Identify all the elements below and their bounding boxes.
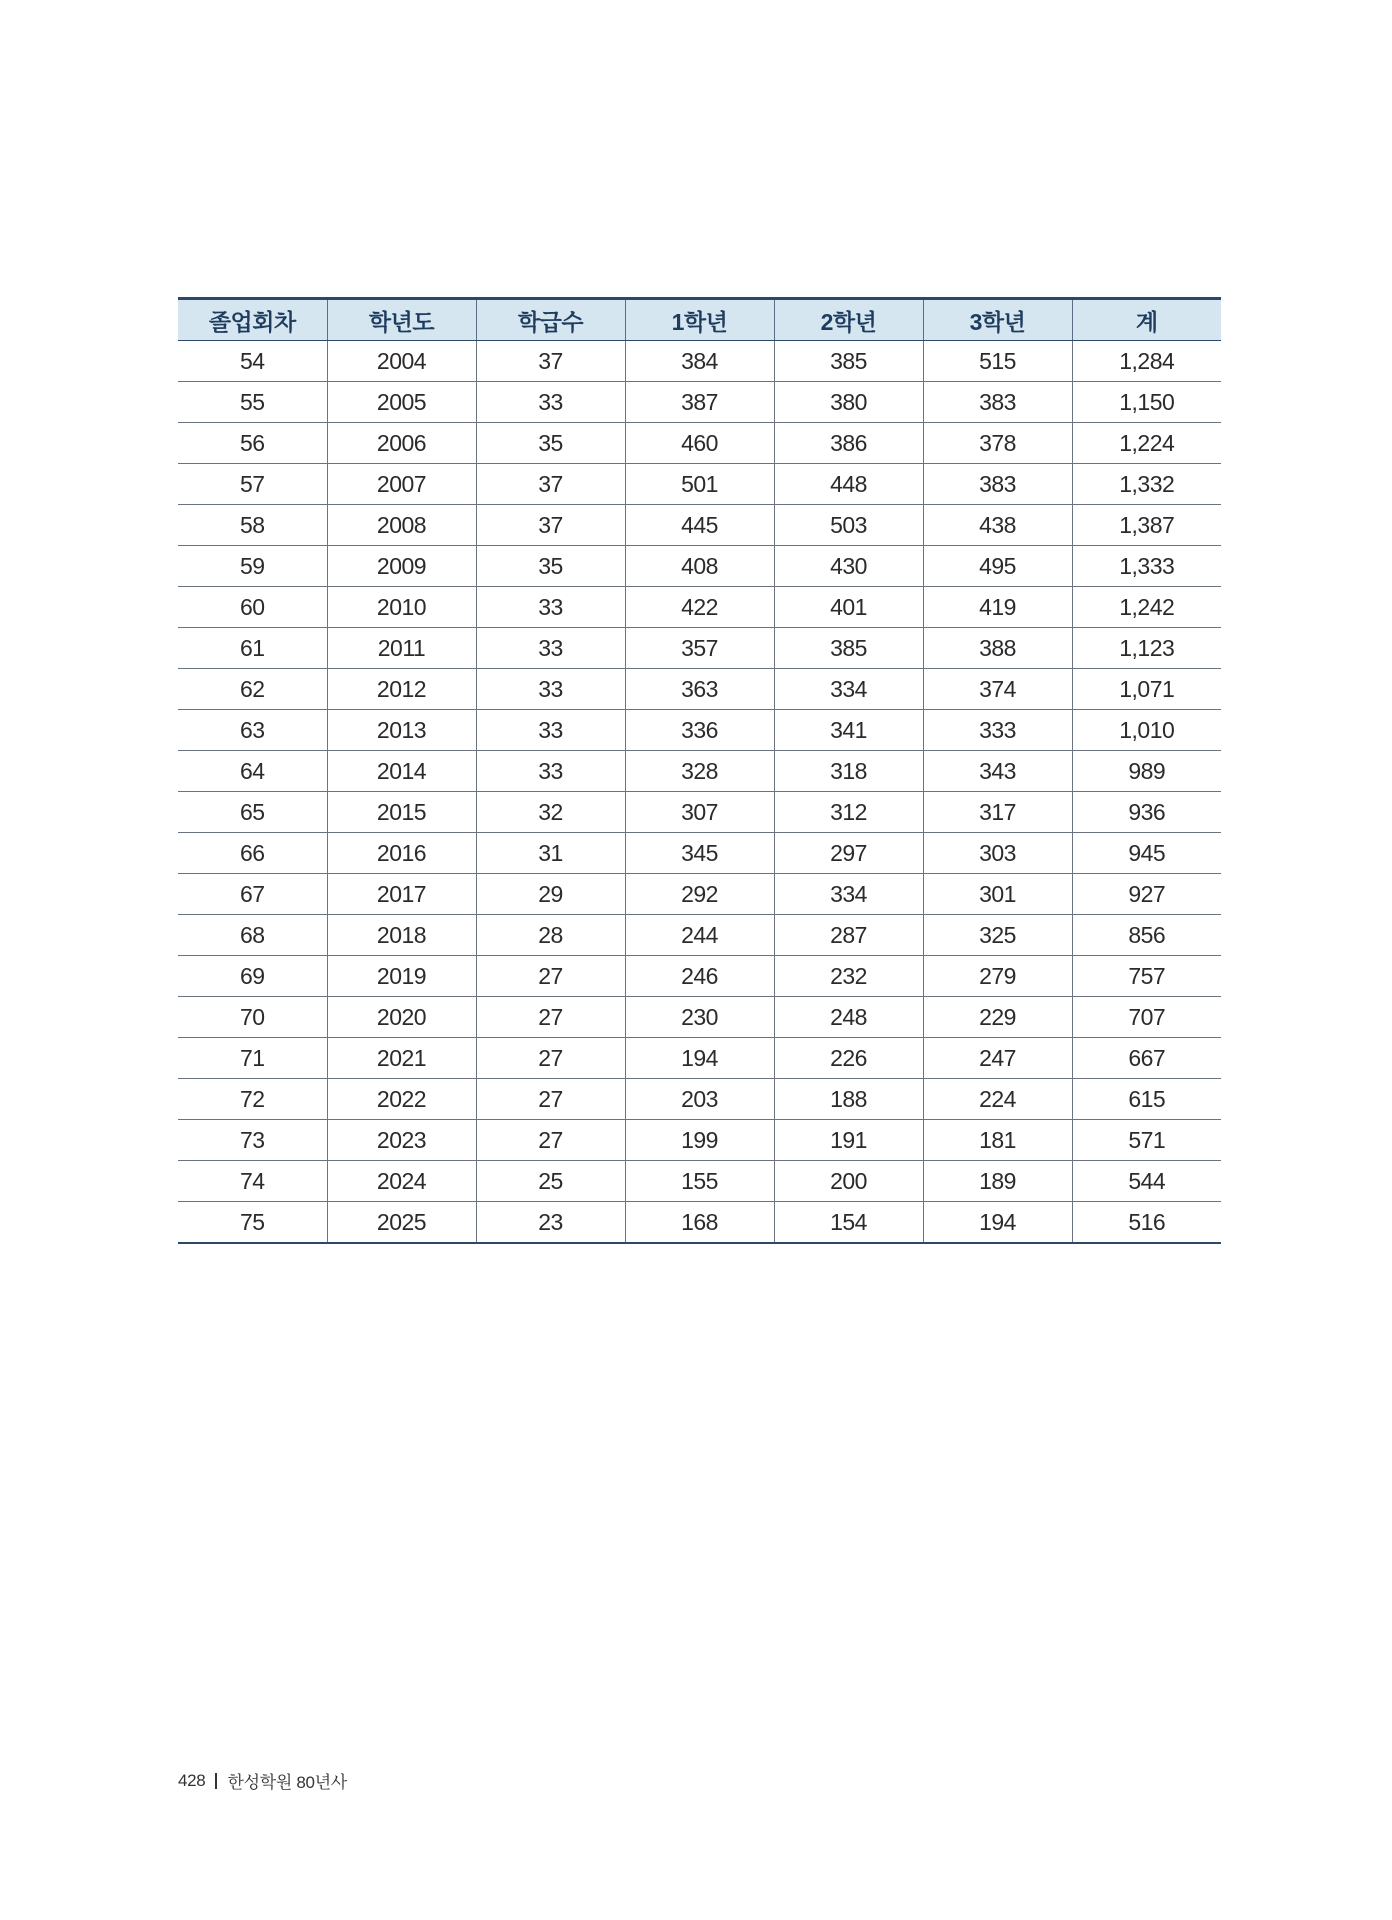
cell-class-count: 27	[476, 1120, 625, 1161]
graduation-statistics-table	[178, 297, 1221, 1244]
cell-grade-3: 301	[923, 874, 1072, 915]
cell-total: 1,010	[1072, 710, 1221, 751]
cell-school-year: 2024	[327, 1161, 476, 1202]
cell-grade-3: 378	[923, 423, 1072, 464]
table-row	[178, 1038, 1221, 1079]
cell-class-count: 33	[476, 382, 625, 423]
cell-grade-3: 419	[923, 587, 1072, 628]
cell-grade-2: 503	[774, 505, 923, 546]
cell-grade-3: 279	[923, 956, 1072, 997]
header-grade-2: 2학년	[774, 299, 923, 341]
cell-graduation-round: 61	[178, 628, 327, 669]
cell-grade-1: 246	[625, 956, 774, 997]
cell-grade-2: 318	[774, 751, 923, 792]
cell-total: 1,332	[1072, 464, 1221, 505]
cell-school-year: 2023	[327, 1120, 476, 1161]
cell-class-count: 33	[476, 710, 625, 751]
table-row	[178, 628, 1221, 669]
cell-class-count: 32	[476, 792, 625, 833]
cell-graduation-round: 74	[178, 1161, 327, 1202]
page-footer	[178, 1768, 347, 1793]
cell-school-year: 2019	[327, 956, 476, 997]
cell-grade-2: 386	[774, 423, 923, 464]
cell-grade-2: 380	[774, 382, 923, 423]
cell-school-year: 2020	[327, 997, 476, 1038]
cell-grade-1: 384	[625, 341, 774, 382]
table-row	[178, 1079, 1221, 1120]
footer-divider	[215, 1773, 217, 1789]
header-class-count: 학급수	[476, 299, 625, 341]
cell-class-count: 35	[476, 546, 625, 587]
header-row	[178, 299, 1221, 341]
cell-school-year: 2014	[327, 751, 476, 792]
cell-grade-2: 385	[774, 341, 923, 382]
cell-graduation-round: 62	[178, 669, 327, 710]
cell-total: 1,333	[1072, 546, 1221, 587]
cell-class-count: 23	[476, 1202, 625, 1244]
cell-total: 1,123	[1072, 628, 1221, 669]
cell-graduation-round: 65	[178, 792, 327, 833]
cell-class-count: 25	[476, 1161, 625, 1202]
cell-school-year: 2013	[327, 710, 476, 751]
cell-school-year: 2021	[327, 1038, 476, 1079]
cell-total: 1,150	[1072, 382, 1221, 423]
cell-class-count: 33	[476, 587, 625, 628]
cell-total: 667	[1072, 1038, 1221, 1079]
cell-school-year: 2011	[327, 628, 476, 669]
cell-grade-2: 385	[774, 628, 923, 669]
table-row	[178, 956, 1221, 997]
cell-grade-1: 363	[625, 669, 774, 710]
cell-graduation-round: 67	[178, 874, 327, 915]
table-row	[178, 587, 1221, 628]
cell-grade-3: 303	[923, 833, 1072, 874]
cell-grade-1: 307	[625, 792, 774, 833]
header-grade-1: 1학년	[625, 299, 774, 341]
cell-grade-3: 383	[923, 382, 1072, 423]
cell-graduation-round: 71	[178, 1038, 327, 1079]
cell-class-count: 33	[476, 669, 625, 710]
cell-grade-1: 328	[625, 751, 774, 792]
cell-class-count: 35	[476, 423, 625, 464]
cell-graduation-round: 56	[178, 423, 327, 464]
cell-total: 615	[1072, 1079, 1221, 1120]
table-row	[178, 1120, 1221, 1161]
cell-total: 936	[1072, 792, 1221, 833]
cell-grade-1: 203	[625, 1079, 774, 1120]
cell-graduation-round: 54	[178, 341, 327, 382]
cell-grade-3: 194	[923, 1202, 1072, 1244]
cell-class-count: 27	[476, 997, 625, 1038]
table-header	[178, 299, 1221, 341]
header-grade-3: 3학년	[923, 299, 1072, 341]
cell-grade-2: 334	[774, 874, 923, 915]
cell-grade-1: 244	[625, 915, 774, 956]
cell-school-year: 2022	[327, 1079, 476, 1120]
table-row	[178, 423, 1221, 464]
cell-grade-3: 438	[923, 505, 1072, 546]
cell-graduation-round: 57	[178, 464, 327, 505]
cell-total: 1,242	[1072, 587, 1221, 628]
cell-school-year: 2012	[327, 669, 476, 710]
cell-total: 1,224	[1072, 423, 1221, 464]
cell-grade-1: 422	[625, 587, 774, 628]
cell-grade-2: 448	[774, 464, 923, 505]
cell-class-count: 37	[476, 341, 625, 382]
table-row	[178, 1202, 1221, 1244]
cell-grade-3: 189	[923, 1161, 1072, 1202]
cell-class-count: 33	[476, 628, 625, 669]
cell-graduation-round: 59	[178, 546, 327, 587]
table-row	[178, 833, 1221, 874]
cell-grade-3: 388	[923, 628, 1072, 669]
table-row	[178, 464, 1221, 505]
cell-grade-2: 401	[774, 587, 923, 628]
cell-graduation-round: 70	[178, 997, 327, 1038]
cell-graduation-round: 55	[178, 382, 327, 423]
cell-class-count: 37	[476, 505, 625, 546]
table-row	[178, 792, 1221, 833]
cell-class-count: 27	[476, 1079, 625, 1120]
table-row	[178, 997, 1221, 1038]
cell-grade-1: 336	[625, 710, 774, 751]
cell-total: 927	[1072, 874, 1221, 915]
cell-grade-3: 325	[923, 915, 1072, 956]
table-row	[178, 710, 1221, 751]
cell-total: 1,071	[1072, 669, 1221, 710]
cell-grade-2: 297	[774, 833, 923, 874]
cell-grade-3: 247	[923, 1038, 1072, 1079]
cell-grade-3: 229	[923, 997, 1072, 1038]
cell-school-year: 2005	[327, 382, 476, 423]
table-row	[178, 341, 1221, 382]
cell-class-count: 27	[476, 1038, 625, 1079]
cell-total: 856	[1072, 915, 1221, 956]
table-row	[178, 669, 1221, 710]
table-row	[178, 751, 1221, 792]
book-title: 한성학원 80년사	[227, 1773, 347, 1792]
cell-grade-2: 248	[774, 997, 923, 1038]
cell-class-count: 37	[476, 464, 625, 505]
cell-school-year: 2009	[327, 546, 476, 587]
cell-graduation-round: 66	[178, 833, 327, 874]
cell-grade-3: 224	[923, 1079, 1072, 1120]
cell-class-count: 31	[476, 833, 625, 874]
cell-grade-1: 155	[625, 1161, 774, 1202]
cell-school-year: 2004	[327, 341, 476, 382]
cell-graduation-round: 63	[178, 710, 327, 751]
cell-grade-1: 501	[625, 464, 774, 505]
cell-grade-1: 199	[625, 1120, 774, 1161]
header-graduation-round: 졸업회차	[178, 299, 327, 341]
cell-graduation-round: 72	[178, 1079, 327, 1120]
cell-grade-2: 312	[774, 792, 923, 833]
cell-grade-3: 343	[923, 751, 1072, 792]
cell-school-year: 2018	[327, 915, 476, 956]
cell-school-year: 2015	[327, 792, 476, 833]
cell-grade-3: 495	[923, 546, 1072, 587]
cell-grade-3: 317	[923, 792, 1072, 833]
cell-school-year: 2006	[327, 423, 476, 464]
cell-grade-3: 333	[923, 710, 1072, 751]
cell-total: 945	[1072, 833, 1221, 874]
cell-total: 757	[1072, 956, 1221, 997]
table-body	[178, 341, 1221, 1244]
cell-grade-3: 515	[923, 341, 1072, 382]
cell-grade-3: 383	[923, 464, 1072, 505]
cell-grade-2: 188	[774, 1079, 923, 1120]
cell-graduation-round: 58	[178, 505, 327, 546]
cell-grade-1: 460	[625, 423, 774, 464]
table-row	[178, 1161, 1221, 1202]
cell-graduation-round: 73	[178, 1120, 327, 1161]
cell-graduation-round: 69	[178, 956, 327, 997]
cell-grade-2: 200	[774, 1161, 923, 1202]
cell-graduation-round: 75	[178, 1202, 327, 1244]
header-total: 계	[1072, 299, 1221, 341]
cell-grade-3: 181	[923, 1120, 1072, 1161]
header-school-year: 학년도	[327, 299, 476, 341]
cell-grade-2: 334	[774, 669, 923, 710]
cell-class-count: 27	[476, 956, 625, 997]
cell-grade-1: 357	[625, 628, 774, 669]
cell-total: 544	[1072, 1161, 1221, 1202]
cell-grade-1: 194	[625, 1038, 774, 1079]
table-row	[178, 505, 1221, 546]
cell-grade-2: 341	[774, 710, 923, 751]
cell-grade-3: 374	[923, 669, 1072, 710]
cell-total: 989	[1072, 751, 1221, 792]
cell-grade-1: 345	[625, 833, 774, 874]
cell-grade-1: 230	[625, 997, 774, 1038]
cell-grade-2: 154	[774, 1202, 923, 1244]
cell-grade-1: 168	[625, 1202, 774, 1244]
cell-school-year: 2025	[327, 1202, 476, 1244]
cell-grade-2: 430	[774, 546, 923, 587]
cell-graduation-round: 64	[178, 751, 327, 792]
cell-grade-1: 387	[625, 382, 774, 423]
cell-grade-1: 445	[625, 505, 774, 546]
cell-class-count: 33	[476, 751, 625, 792]
cell-school-year: 2010	[327, 587, 476, 628]
cell-grade-2: 232	[774, 956, 923, 997]
table-row	[178, 915, 1221, 956]
cell-class-count: 28	[476, 915, 625, 956]
cell-total: 1,387	[1072, 505, 1221, 546]
page-number: 428	[178, 1770, 206, 1790]
cell-grade-1: 408	[625, 546, 774, 587]
cell-total: 707	[1072, 997, 1221, 1038]
cell-grade-2: 287	[774, 915, 923, 956]
cell-grade-2: 191	[774, 1120, 923, 1161]
table-row	[178, 546, 1221, 587]
cell-school-year: 2007	[327, 464, 476, 505]
cell-grade-1: 292	[625, 874, 774, 915]
cell-school-year: 2008	[327, 505, 476, 546]
cell-total: 1,284	[1072, 341, 1221, 382]
cell-grade-2: 226	[774, 1038, 923, 1079]
cell-school-year: 2017	[327, 874, 476, 915]
cell-class-count: 29	[476, 874, 625, 915]
cell-graduation-round: 60	[178, 587, 327, 628]
table-row	[178, 874, 1221, 915]
cell-total: 571	[1072, 1120, 1221, 1161]
cell-total: 516	[1072, 1202, 1221, 1244]
cell-school-year: 2016	[327, 833, 476, 874]
cell-graduation-round: 68	[178, 915, 327, 956]
table-row	[178, 382, 1221, 423]
